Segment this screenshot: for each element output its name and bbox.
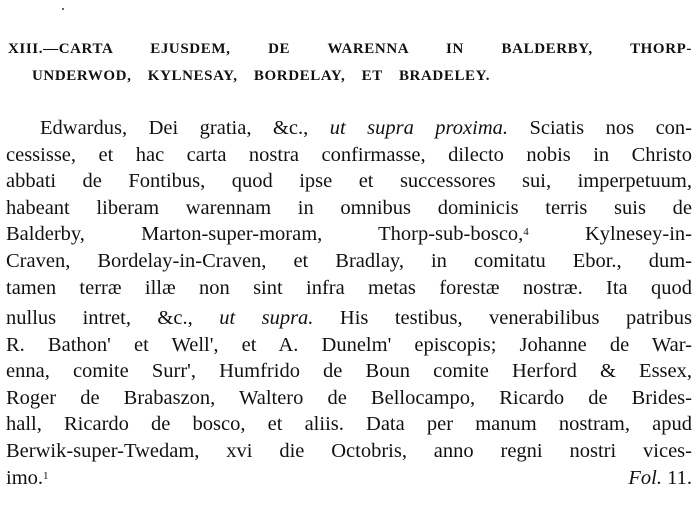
charter-heading [8,36,692,90]
para1-line-7: tamen terræ illæ non sint infra metas forestæ nostræ. Ita quod [6,276,692,299]
para2-line-1: nullus intret, &c., ut supra. His testibus, venerabilibus patribus [6,307,692,329]
paragraph-1 [6,115,692,301]
heading-line-2: UNDERWOD, KYLNESAY, BORDELAY, ET BRADELEY. [32,68,491,84]
para1-line-2: cessisse, et hac carta nostra confirmasse, dilecto nobis in Christo [6,143,692,166]
paragraph-2 [6,305,692,491]
para2-line-3: enna, comite Surr', Humfrido de Boun comite Herford & Essex, [6,360,692,383]
heading-line-1: XIII.—CARTA EJUSDEM, DE WARENNA IN BALDERBY, THORP- [8,41,692,57]
para1-line-6: Craven, Bordelay-in-Craven, et Bradlay, in comitatu Ebor., dum- [6,249,692,272]
para2-line-7: imo.$^1$ Fol. 11. [6,465,692,492]
para2-line-5: hall, Ricardo de bosco, et aliis. Data per manum nostram, apud [6,413,692,436]
para2-line-4: Roger de Brabaszon, Waltero de Bellocampo, Ricardo de Brides- [6,386,692,409]
folio-reference: Fol. 11. [628,466,692,489]
para1-line-3: abbati de Fontibus, quod ipse et successores sui, imperpetuum, [6,170,692,193]
footnote-marker: 1 [43,469,49,482]
footnote-marker: 4 [523,226,529,239]
para1-line-1: Edwardus, Dei gratia, &c., ut supra proxima. Sciatis nos con- [40,117,692,139]
para1-line-4: habeant liberam warennam in omnibus dominicis terris suis de [6,196,692,219]
para2-line-6: Berwik-super-Twedam, xvi die Octobris, anno regni nostri vices- [6,439,692,462]
para1-line-5: Balderby, Marton-super-moram, Thorp-sub-bosco,$^4$ Kylnesey-in- [6,223,692,246]
stray-dot [62,8,64,10]
para2-line-2: R. Bathon' et Well', et A. Dunelm' episcopis; Johanne de War- [6,333,692,356]
